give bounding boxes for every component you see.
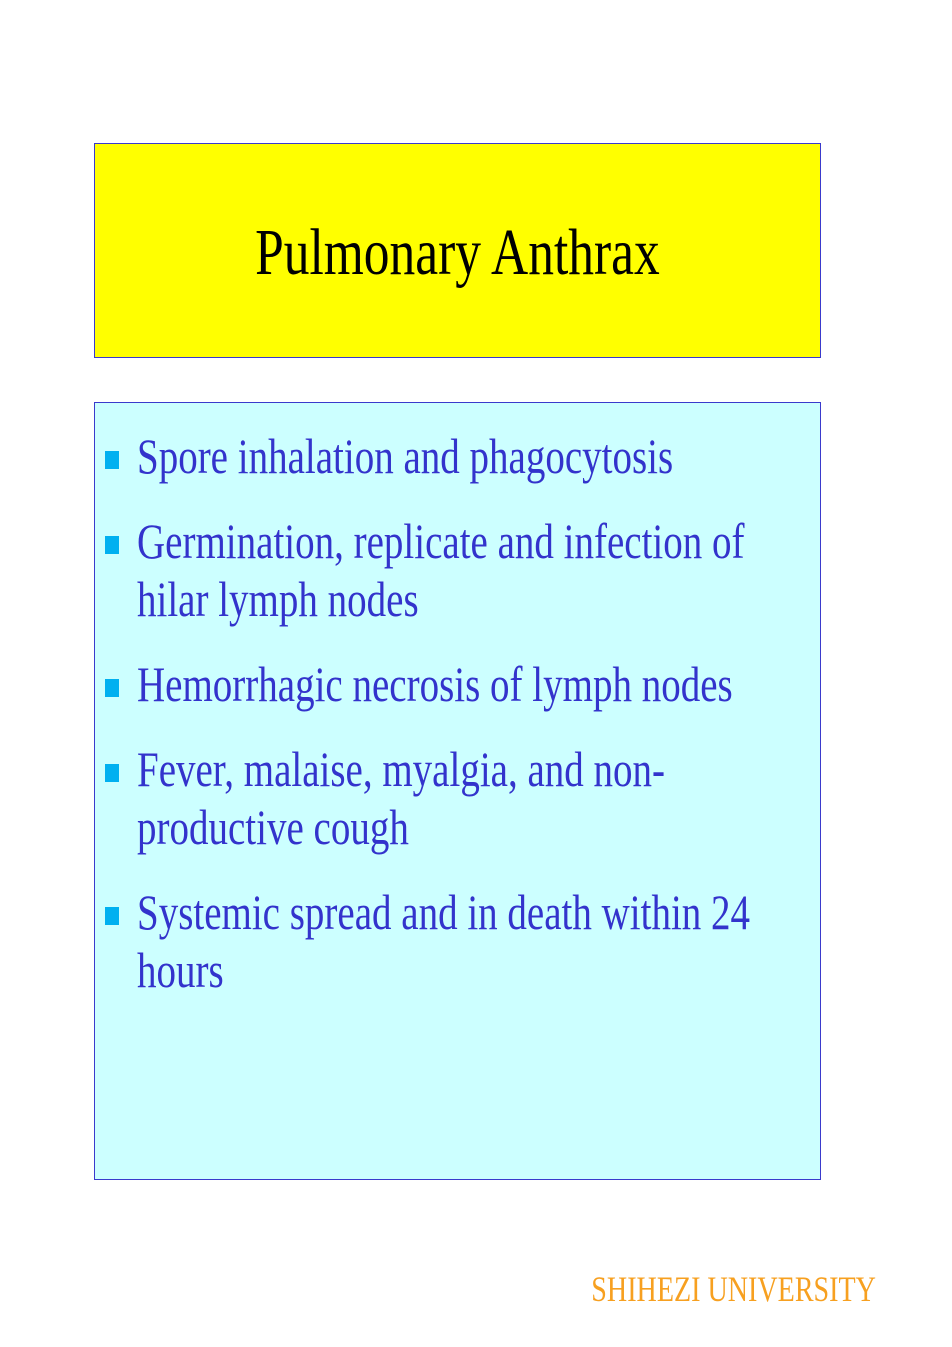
content-box xyxy=(94,402,821,1180)
square-bullet-icon xyxy=(105,451,119,469)
square-bullet-icon xyxy=(105,764,119,782)
university-footer: SHIHEZI UNIVERSITY xyxy=(591,1269,876,1309)
bullet-text: Germination, replicate and infection of hilar lymph nodes xyxy=(137,513,745,627)
list-item xyxy=(105,740,805,856)
square-bullet-icon xyxy=(105,536,119,554)
list-item xyxy=(105,883,805,999)
square-bullet-icon xyxy=(105,679,119,697)
list-item xyxy=(105,655,805,713)
bullet-text: Systemic spread and in death within 24 hours xyxy=(137,884,751,998)
slide-title: Pulmonary Anthrax xyxy=(255,215,660,289)
bullet-text: Hemorrhagic necrosis of lymph nodes xyxy=(137,656,733,712)
bullet-text: Spore inhalation and phagocytosis xyxy=(137,428,674,484)
bullet-list xyxy=(105,427,805,1026)
bullet-text: Fever, malaise, myalgia, and non-productive cough xyxy=(137,741,666,855)
list-item xyxy=(105,512,805,628)
square-bullet-icon xyxy=(105,907,119,925)
title-box xyxy=(94,143,821,358)
list-item xyxy=(105,427,805,485)
